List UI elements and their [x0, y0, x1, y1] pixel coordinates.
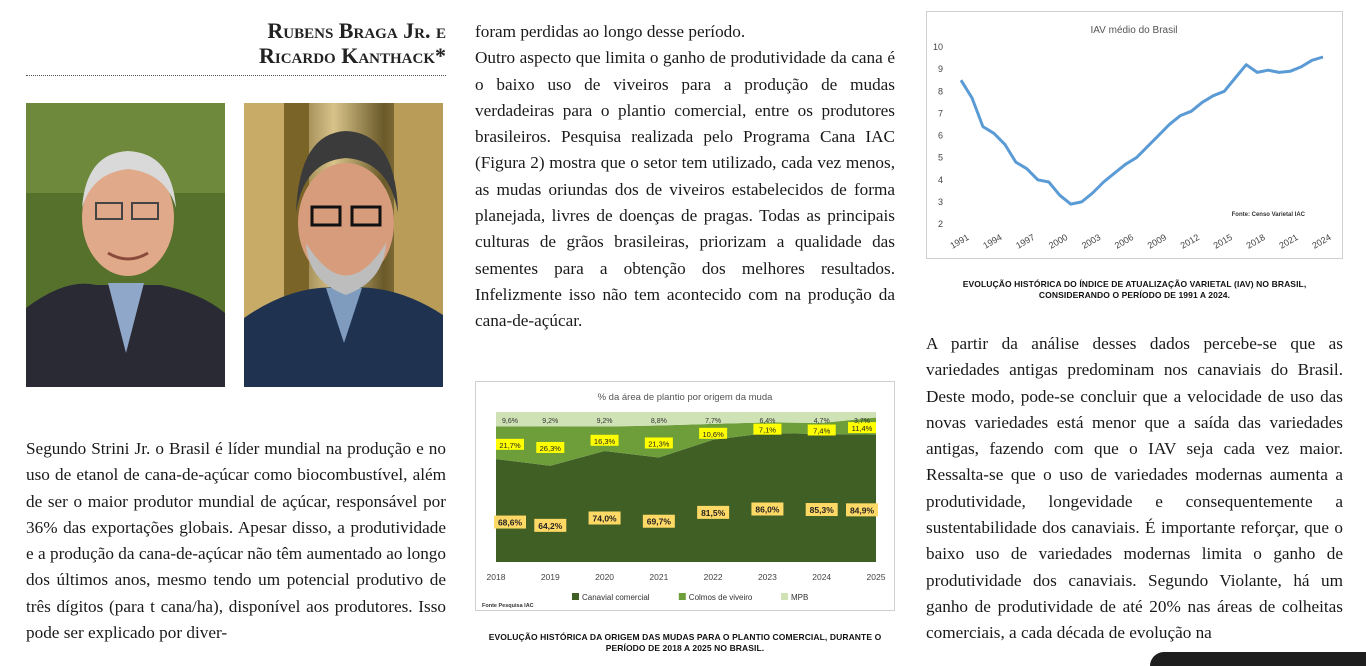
chart-area-origin — [475, 381, 895, 611]
paragraph: Outro aspecto que limita o ganho de produtividade da cana é o baixo uso de viveiros para a produção de mudas verdadeiras para o plantio comercial, entre os produtores brasileiros. Pesquisa realizada pelo Programa Cana IAC (Figura 2) mostra que o setor tem utilizado, cada vez menos, as mudas oriundas dos de viveiros estabelecidos de forma planejada, livres de doenças de pragas. Todas as principais culturas de grãos brasileiras, priorizam a qualidade das sementes para a obtenção dos melhores resultados. Infelizmente isso não tem acontecido com na produção da cana-de-açúcar. — [475, 48, 895, 331]
data-label: 81,5% — [701, 507, 726, 518]
x-tick-label: 2021 — [1277, 232, 1300, 251]
paragraph: foram perdidas ao longo desse período. — [475, 22, 746, 41]
author-line-1: Rubens Braga Jr. e — [267, 18, 446, 43]
data-label: 64,2% — [538, 520, 563, 531]
x-tick-label: 2025 — [866, 572, 886, 582]
data-label: 8,8% — [650, 418, 667, 425]
data-label: 21,3% — [648, 439, 670, 449]
legend-label: Colmos de viveiro — [688, 593, 753, 602]
chart-source-note: Fonte: Censo Varietal IAC — [1231, 212, 1305, 218]
data-label: 6,4% — [759, 418, 776, 425]
data-label: 69,7% — [646, 516, 671, 527]
chart-line-iav — [926, 11, 1343, 259]
data-label: 16,3% — [593, 436, 616, 446]
data-label: 7,4% — [813, 426, 831, 436]
byline-divider — [26, 75, 446, 76]
column-3-paragraph — [926, 331, 1343, 647]
legend-label: Canavial comercial — [582, 593, 650, 602]
y-tick-label: 8 — [937, 86, 943, 97]
y-tick-label: 4 — [937, 174, 943, 185]
data-label: 74,0% — [592, 513, 617, 524]
x-tick-label: 2019 — [540, 572, 560, 582]
x-tick-label: 2012 — [1178, 232, 1202, 251]
x-tick-label: 2024 — [812, 572, 832, 582]
y-tick-label: 6 — [937, 130, 943, 141]
x-tick-label: 2021 — [649, 572, 669, 582]
data-label: 21,7% — [499, 440, 521, 450]
chart-source-note: Fonte Pesquisa IAC — [482, 603, 534, 609]
y-tick-label: 5 — [937, 152, 943, 163]
data-label: 7,7% — [705, 418, 722, 425]
chart-title: % da área de plantio por origem da muda — [597, 392, 773, 403]
column-1-paragraph — [26, 436, 446, 646]
paragraph: Segundo Strini Jr. o Brasil é líder mundial na produção e no uso de etanol de cana-de-açúcar como biocombustível, além de ser o maior produtor mundial de açúcar, responsável por 36% das exportações globais. Apesar disso, a produtividade e a produção da cana-de-açúcar não têm aumentado ao longo dos últimos anos, mesmo tendo um potencial produtivo de três dígitos (para t cana/ha), disponível aos produtores. Isso pode ser explicado por diver- — [26, 439, 446, 643]
x-tick-label: 2018 — [1244, 232, 1267, 251]
legend-swatch — [572, 593, 579, 600]
x-tick-label: 2022 — [703, 572, 723, 582]
data-label: 9,6% — [502, 418, 518, 425]
x-tick-label: 1994 — [981, 232, 1004, 251]
x-tick-label: 2009 — [1145, 232, 1169, 251]
x-tick-label: 2003 — [1079, 232, 1103, 251]
legend-swatch — [679, 593, 686, 600]
x-tick-label: 2000 — [1047, 232, 1070, 251]
y-tick-label: 10 — [932, 42, 943, 52]
x-tick-label: 2023 — [757, 572, 777, 582]
data-label: 3,7% — [854, 418, 870, 425]
data-label: 7,1% — [758, 425, 776, 435]
data-label: 11,4% — [851, 424, 873, 434]
author-line-2: Ricardo Kanthack* — [258, 43, 446, 68]
chart-line-svg — [927, 12, 1342, 258]
x-tick-label: 1991 — [948, 232, 971, 251]
x-tick-label: 2006 — [1112, 232, 1136, 251]
data-label: 9,2% — [596, 418, 613, 425]
data-label: 4,7% — [813, 418, 830, 425]
y-tick-label: 7 — [937, 108, 943, 119]
column-2-text — [475, 19, 895, 335]
author-photo-1 — [26, 103, 225, 387]
series-line — [961, 57, 1323, 204]
data-label: 68,6% — [497, 517, 523, 528]
data-label: 86,0% — [755, 504, 780, 515]
x-tick-label: 1997 — [1014, 232, 1037, 251]
author-photo-2 — [244, 103, 443, 387]
y-tick-label: 9 — [937, 64, 943, 75]
data-label: 9,2% — [542, 418, 559, 425]
page-corner-overlay — [1150, 652, 1366, 666]
paragraph: A partir da análise desses dados percebe-se que as variedades antigas predominam nos canaviais do Brasil. Deste modo, pode-se concluir que a velocidade de uso das novas variedades está menor que a saída das variedades antigas, fazendo com que o IAV seja cada vez maior. Ressalta-se que o uso de variedades modernas aumenta a produtividade, longevidade e consequentemente a sustentabilidade dos canaviais. É importante reforçar, que o baixo uso de variedades modernas limita o ganho de produtividade dos canaviais. Segundo Violante, há um ganho de produtividade de até 20% nas áreas de colheitas comerciais, a cada década de evolução na — [926, 334, 1343, 643]
data-label: 26,3% — [539, 443, 561, 453]
legend-label: MPB — [791, 593, 809, 602]
data-label: 84,9% — [849, 505, 875, 516]
figure-caption-1: EVOLUÇÃO HISTÓRICA DO ÍNDICE DE ATUALIZAÇÃO VARIETAL (IAV) NO BRASIL, CONSIDERANDO O PERÍODO DE 1991 A 2024. — [962, 279, 1307, 300]
x-tick-label: 2018 — [486, 572, 506, 582]
data-label: 85,3% — [809, 505, 834, 516]
data-label: 10,6% — [702, 429, 724, 439]
y-tick-label: 3 — [937, 196, 943, 207]
author-byline — [226, 18, 446, 68]
chart-title: IAV médio do Brasil — [1090, 25, 1178, 36]
chart-area-svg — [476, 382, 894, 610]
figure-caption-2: EVOLUÇÃO HISTÓRICA DA ORIGEM DAS MUDAS PARA O PLANTIO COMERCIAL, DURANTE O PERÍODO DE 2018 A 2025 NO BRASIL. — [488, 632, 882, 653]
x-tick-label: 2015 — [1211, 232, 1234, 251]
y-tick-label: 2 — [937, 219, 943, 229]
legend-swatch — [781, 593, 788, 600]
x-tick-label: 2020 — [595, 572, 615, 582]
x-tick-label: 2024 — [1310, 232, 1333, 251]
